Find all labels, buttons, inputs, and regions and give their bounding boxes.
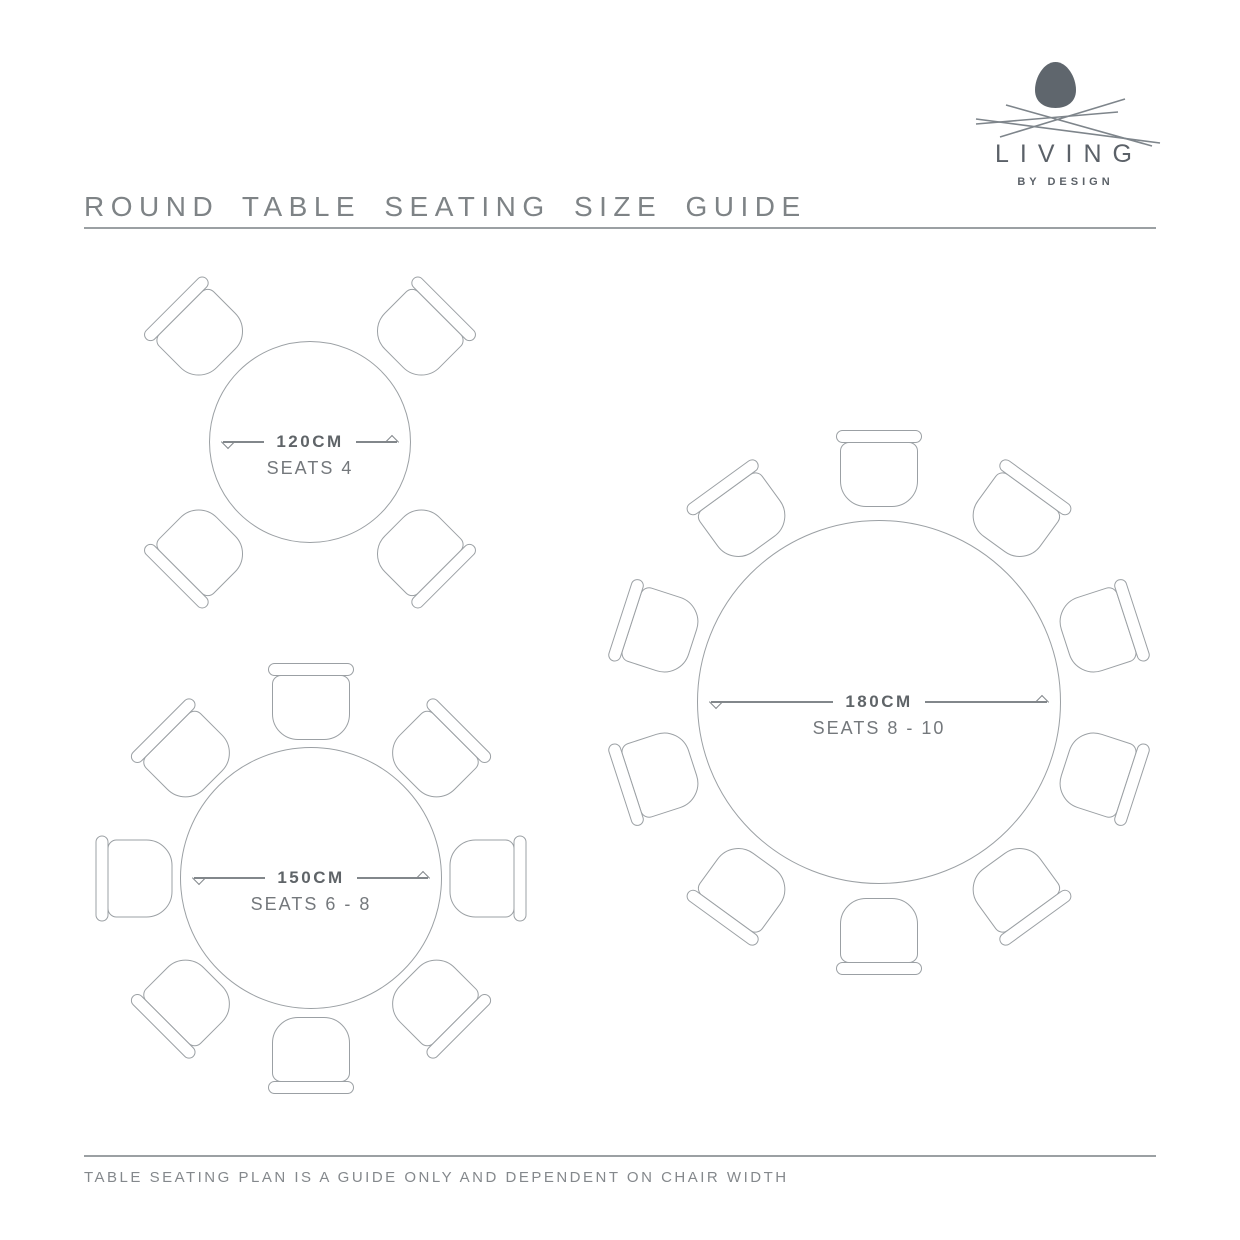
chair bbox=[836, 430, 922, 507]
chair-backrest bbox=[268, 1081, 354, 1094]
chair bbox=[836, 898, 922, 975]
seats-label: SEATS 8 - 10 bbox=[812, 718, 946, 738]
chair bbox=[96, 835, 173, 921]
chair bbox=[607, 577, 707, 683]
brand-name: LIVING bbox=[995, 140, 1143, 168]
chair bbox=[450, 835, 527, 921]
diameter-dimension bbox=[223, 431, 397, 453]
chair-backrest bbox=[514, 835, 527, 921]
footer-divider bbox=[84, 1155, 1156, 1157]
chair bbox=[607, 722, 707, 828]
diameter-label: 180CM bbox=[845, 692, 913, 711]
chair-backrest bbox=[836, 962, 922, 975]
diameter-dimension bbox=[194, 867, 428, 889]
chair bbox=[1052, 722, 1152, 828]
diameter-dimension bbox=[711, 691, 1047, 713]
arrow-right-icon bbox=[357, 877, 428, 879]
chair-seat bbox=[840, 898, 918, 963]
arrow-left-icon bbox=[223, 441, 264, 443]
chair-backrest bbox=[836, 430, 922, 443]
footer-note: TABLE SEATING PLAN IS A GUIDE ONLY AND DEPENDENT ON CHAIR WIDTH bbox=[84, 1169, 789, 1186]
chair-seat bbox=[450, 839, 515, 917]
brand-logo bbox=[966, 50, 1161, 200]
chair-seat bbox=[272, 675, 350, 740]
chair-seat bbox=[272, 1017, 350, 1082]
arrow-left-icon bbox=[711, 701, 833, 703]
chair bbox=[268, 1017, 354, 1094]
seats-label: SEATS 6 - 8 bbox=[250, 894, 372, 914]
chair bbox=[1052, 577, 1152, 683]
arrow-left-icon bbox=[194, 877, 265, 879]
chair bbox=[268, 663, 354, 740]
chair-seat bbox=[108, 839, 173, 917]
diameter-label: 150CM bbox=[277, 868, 345, 887]
chair-seat bbox=[840, 442, 918, 507]
seats-label: SEATS 4 bbox=[266, 458, 354, 478]
diameter-label: 120CM bbox=[276, 432, 344, 451]
chair-backrest bbox=[96, 835, 109, 921]
chair-backrest bbox=[268, 663, 354, 676]
egg-in-nest-icon bbox=[966, 50, 1161, 150]
arrow-right-icon bbox=[925, 701, 1047, 703]
page-title: ROUND TABLE SEATING SIZE GUIDE bbox=[84, 190, 807, 222]
header-divider bbox=[84, 227, 1156, 229]
arrow-right-icon bbox=[356, 441, 397, 443]
brand-tagline: BY DESIGN bbox=[1017, 176, 1114, 188]
